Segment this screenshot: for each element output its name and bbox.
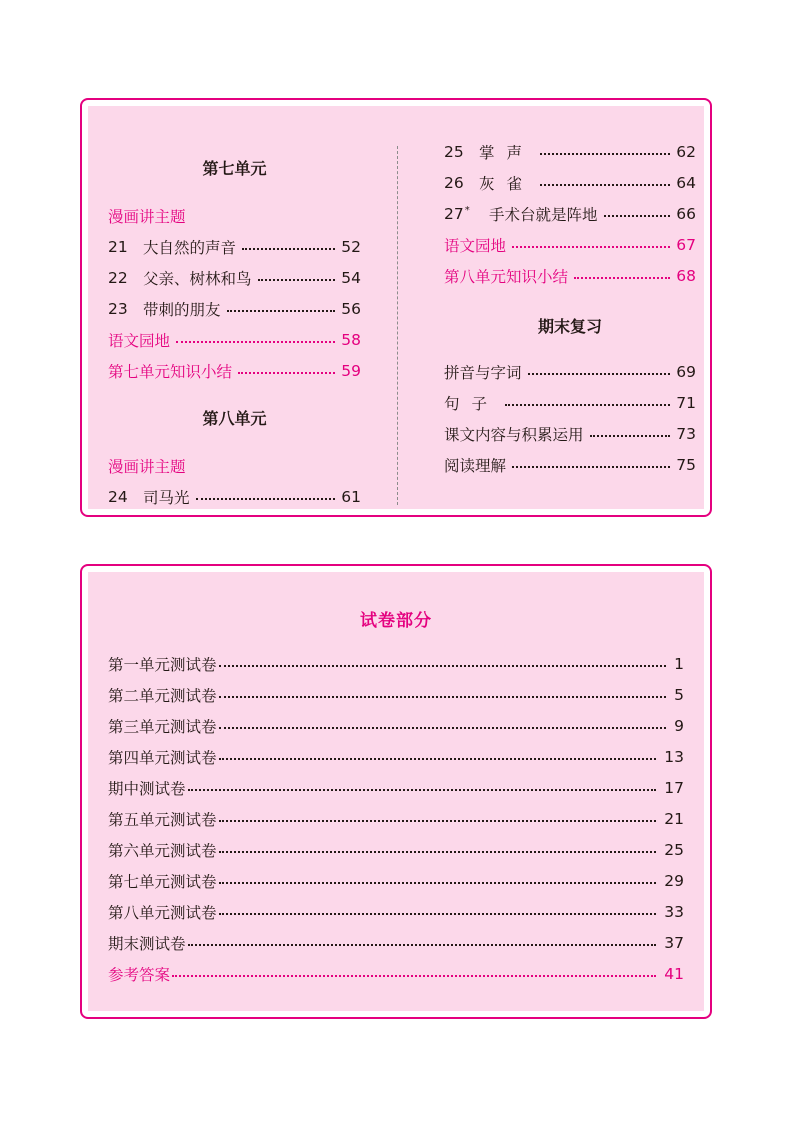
entry-page: 37	[664, 934, 684, 952]
entry-label: 阅读理解	[444, 457, 507, 475]
toc-entry-review-pinyin[interactable]	[444, 360, 696, 384]
dot-leader	[188, 944, 657, 946]
dot-leader	[540, 184, 670, 186]
dot-leader	[512, 246, 670, 248]
entry-label: 语文园地	[108, 332, 171, 350]
entry-page: 52	[341, 238, 361, 256]
entry-label: 带刺的朋友	[143, 301, 221, 319]
entry-label: 第八单元知识小结	[444, 268, 569, 286]
entry-page: 71	[676, 394, 696, 412]
entry-page: 58	[341, 331, 361, 349]
dot-leader	[219, 882, 657, 884]
entry-number: 21	[108, 238, 128, 256]
entry-number: 24	[108, 488, 128, 506]
entry-label: 第七单元知识小结	[108, 363, 233, 381]
entry-page: 73	[676, 425, 696, 443]
toc-entry-unit8-comic[interactable]	[108, 454, 361, 478]
entry-label: 参考答案	[108, 966, 171, 984]
entry-label: 漫画讲主题	[108, 208, 186, 226]
entry-page: 1	[674, 655, 684, 673]
entry-page: 9	[674, 717, 684, 735]
entry-label: 掌声	[479, 144, 535, 162]
dot-leader	[604, 215, 671, 217]
dot-leader	[219, 820, 657, 822]
toc-entry-test-7[interactable]	[108, 869, 684, 893]
toc-entry-test-5[interactable]	[108, 807, 684, 831]
toc-panel-units	[80, 98, 712, 517]
dot-leader	[219, 851, 657, 853]
toc-entry-23[interactable]	[108, 297, 361, 321]
toc-entry-24[interactable]	[108, 485, 361, 509]
entry-label: 语文园地	[444, 237, 507, 255]
entry-label: 司马光	[143, 489, 190, 507]
toc-entry-review-reading[interactable]	[444, 453, 696, 477]
entry-number: 23	[108, 300, 128, 318]
entry-label: 第二单元测试卷	[108, 687, 217, 705]
dot-leader	[196, 498, 336, 500]
entry-page: 13	[664, 748, 684, 766]
entry-page: 17	[664, 779, 684, 797]
entry-page: 21	[664, 810, 684, 828]
toc-entry-unit8-garden[interactable]	[444, 233, 696, 257]
dot-leader	[540, 153, 670, 155]
entry-number-value: 27	[444, 205, 464, 223]
dot-leader	[227, 310, 336, 312]
entry-label: 第七单元测试卷	[108, 873, 217, 891]
entry-label: 句子	[444, 395, 500, 413]
toc-entry-test-1[interactable]	[108, 652, 684, 676]
dot-leader	[528, 373, 671, 375]
entry-page: 41	[664, 965, 684, 983]
entry-page: 68	[676, 267, 696, 285]
entry-page: 67	[676, 236, 696, 254]
entry-page: 33	[664, 903, 684, 921]
toc-entry-unit7-garden[interactable]	[108, 328, 361, 352]
entry-page: 61	[341, 488, 361, 506]
dot-leader	[242, 248, 335, 250]
dot-leader	[505, 404, 670, 406]
dot-leader	[219, 758, 657, 760]
tests-section-title: 试卷部分	[360, 611, 432, 631]
toc-entry-test-3[interactable]	[108, 714, 684, 738]
entry-label: 大自然的声音	[143, 239, 237, 257]
entry-page: 69	[676, 363, 696, 381]
entry-label: 灰雀	[479, 175, 535, 193]
dot-leader	[176, 341, 335, 343]
dot-leader	[512, 466, 670, 468]
toc-entry-unit7-comic[interactable]	[108, 204, 361, 228]
column-divider	[397, 146, 398, 505]
unit7-heading: 第七单元	[202, 159, 267, 178]
entry-label: 第六单元测试卷	[108, 842, 217, 860]
entry-page: 66	[676, 205, 696, 223]
toc-entry-answers[interactable]	[108, 962, 684, 986]
toc-entry-unit7-summary[interactable]	[108, 359, 361, 383]
entry-page: 59	[341, 362, 361, 380]
toc-entry-review-content[interactable]	[444, 422, 696, 446]
entry-number	[444, 205, 489, 223]
unit8-heading: 第八单元	[202, 409, 267, 428]
entry-page: 25	[664, 841, 684, 859]
toc-entry-test-final[interactable]	[108, 931, 684, 955]
entry-label: 第八单元测试卷	[108, 904, 217, 922]
toc-entry-25[interactable]	[444, 140, 696, 164]
entry-page: 64	[676, 174, 696, 192]
toc-entry-test-8[interactable]	[108, 900, 684, 924]
dot-leader	[590, 435, 671, 437]
toc-entry-26[interactable]	[444, 171, 696, 195]
dot-leader	[238, 372, 335, 374]
entry-label: 漫画讲主题	[108, 458, 186, 476]
entry-label: 拼音与字词	[444, 364, 522, 382]
entry-label: 课文内容与积累运用	[444, 426, 584, 444]
entry-number: 22	[108, 269, 128, 287]
toc-entry-27[interactable]	[444, 202, 696, 226]
dot-leader	[219, 727, 667, 729]
dot-leader	[574, 277, 670, 279]
entry-number: 25	[444, 143, 464, 161]
dot-leader	[219, 913, 657, 915]
entry-label: 父亲、树林和鸟	[143, 270, 252, 288]
toc-entry-test-midterm[interactable]	[108, 776, 684, 800]
toc-panel-tests	[80, 564, 712, 1019]
entry-label: 手术台就是阵地	[489, 206, 598, 224]
entry-page: 5	[674, 686, 684, 704]
entry-page: 75	[676, 456, 696, 474]
panel-background	[88, 572, 704, 1011]
entry-page: 29	[664, 872, 684, 890]
dot-leader	[258, 279, 336, 281]
entry-label: 期末测试卷	[108, 935, 186, 953]
optional-reading-mark: *	[464, 205, 470, 216]
entry-label: 第四单元测试卷	[108, 749, 217, 767]
entry-label: 第一单元测试卷	[108, 656, 217, 674]
dot-leader	[219, 665, 667, 667]
panel-background	[88, 106, 704, 509]
toc-entry-unit8-summary[interactable]	[444, 264, 696, 288]
toc-entry-review-sentence[interactable]	[444, 391, 696, 415]
entry-page: 62	[676, 143, 696, 161]
toc-entry-test-2[interactable]	[108, 683, 684, 707]
dot-leader	[188, 789, 657, 791]
toc-entry-21[interactable]	[108, 235, 361, 259]
dot-leader	[219, 696, 667, 698]
entry-label: 第三单元测试卷	[108, 718, 217, 736]
final-review-heading: 期末复习	[537, 317, 602, 336]
toc-entry-test-4[interactable]	[108, 745, 684, 769]
toc-entry-test-6[interactable]	[108, 838, 684, 862]
entry-label: 第五单元测试卷	[108, 811, 217, 829]
toc-entry-22[interactable]	[108, 266, 361, 290]
entry-page: 56	[341, 300, 361, 318]
dot-leader	[172, 975, 656, 977]
entry-number: 26	[444, 174, 464, 192]
entry-page: 54	[341, 269, 361, 287]
entry-label: 期中测试卷	[108, 780, 186, 798]
